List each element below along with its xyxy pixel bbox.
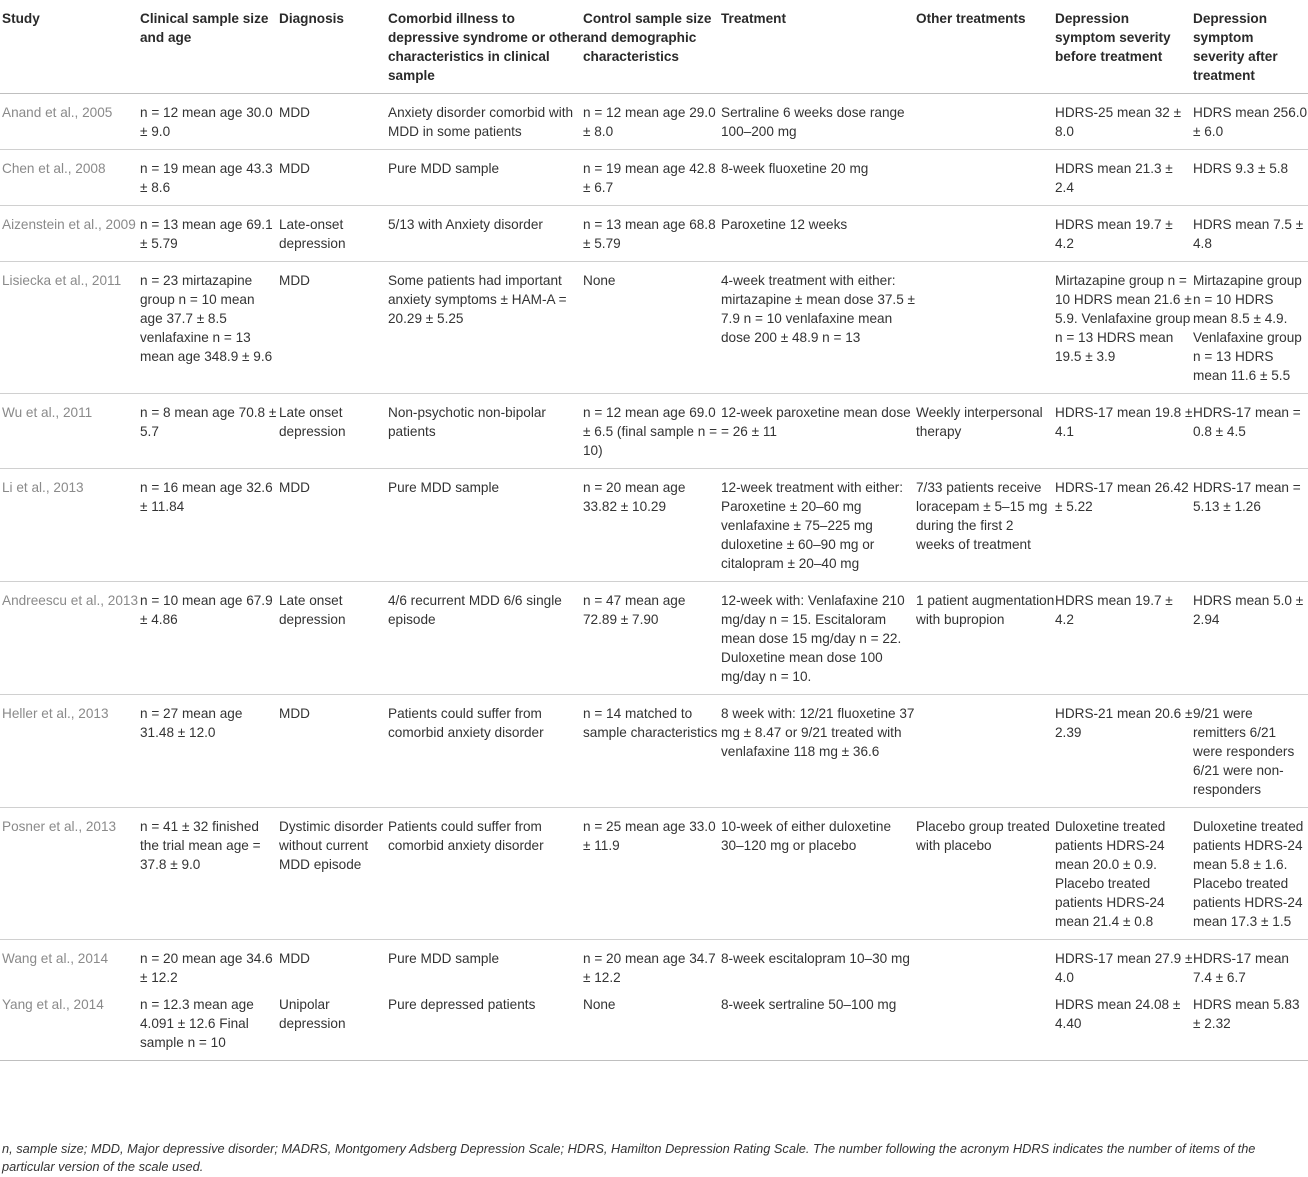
table-cell: n = 27 mean age 31.48 ± 12.0 xyxy=(140,706,243,740)
table-cell: HDRS-17 mean = 0.8 ± 4.5 xyxy=(1193,405,1301,439)
table-cell: MDD xyxy=(279,161,310,176)
table-row xyxy=(0,150,1308,206)
table-cell xyxy=(916,695,1055,808)
table-cell: Unipolar depression xyxy=(279,997,346,1031)
header-cell: Diagnosis xyxy=(279,11,344,26)
table-cell: Duloxetine treated patients HDRS-24 mean 5.8 ± 1.6. Placebo treated patients HDRS-24 mean 17.3 ± 1.5 xyxy=(1193,819,1304,929)
table-cell: Late onset depression xyxy=(279,593,346,627)
table-cell: HDRS mean 19.7 ± 4.2 xyxy=(1055,217,1173,251)
table-cell: None xyxy=(583,273,616,288)
table-cell xyxy=(916,150,1055,206)
table-cell: Anxiety disorder comorbid with MDD in some patients xyxy=(388,105,574,139)
table-cell: Patients could suffer from comorbid anxiety disorder xyxy=(388,706,544,740)
table-cell: 10-week of either duloxetine 30–120 mg or placebo xyxy=(721,819,892,853)
table-cell: 9/21 were remitters 6/21 were responders 6/21 were non-responders xyxy=(1193,706,1295,797)
header-cell: Depression symptom severity before treatment xyxy=(1055,11,1171,64)
table-cell: n = 16 mean age 32.6 ± 11.84 xyxy=(140,480,273,514)
table-footnote: n, sample size; MDD, Major depressive disorder; MADRS, Montgomery Adsberg Depression Scale; HDRS, Hamilton Depression Rating Scale. The number following the acronym HDRS indicates the number of items of the particular version of the scale used. xyxy=(2,1141,1256,1174)
study-cell: Chen et al., 2008 xyxy=(2,161,106,176)
table-cell: n = 13 mean age 69.1 ± 5.79 xyxy=(140,217,273,251)
table-row xyxy=(0,394,1308,469)
table-body xyxy=(0,94,1308,1061)
table-cell: HDRS mean 7.5 ± 4.8 xyxy=(1193,217,1304,251)
table-cell: HDRS-17 mean 7.4 ± 6.7 xyxy=(1193,951,1289,985)
table-cell: 12-week with: Venlafaxine 210 mg/day n = 15. Escitaloram mean dose 15 mg/day n = 22. Duloxetine mean dose 100 mg/day n = 10. xyxy=(721,593,905,684)
header-cell: Treatment xyxy=(721,11,786,26)
table-cell: Mirtazapine group n = 10 HDRS mean 8.5 ± 4.9. Venlafaxine group n = 13 HDRS mean 11.6 ± 5.5 xyxy=(1193,273,1302,383)
table-cell: Pure MDD sample xyxy=(388,161,500,176)
table-cell: Mirtazapine group n = 10 HDRS mean 21.6 ± 5.9. Venlafaxine group n = 13 HDRS mean 19.5 ± 3.9 xyxy=(1055,273,1192,364)
table-cell xyxy=(916,940,1055,992)
table-row xyxy=(0,582,1308,695)
table-cell: HDRS mean 256.0 ± 6.0 xyxy=(1193,105,1308,139)
table-cell xyxy=(916,206,1055,262)
table-row xyxy=(0,262,1308,394)
table-cell: 8-week fluoxetine 20 mg xyxy=(721,161,869,176)
table-cell: HDRS 9.3 ± 5.8 xyxy=(1193,161,1289,176)
header-cell: Clinical sample size and age xyxy=(140,11,269,45)
table-cell: 4/6 recurrent MDD 6/6 single episode xyxy=(388,593,562,627)
table-row xyxy=(0,808,1308,940)
table-cell: n = 19 mean age 42.8 ± 6.7 xyxy=(583,161,716,195)
table-cell: HDRS-17 mean 19.8 ± 4.1 xyxy=(1055,405,1193,439)
table-cell: Late onset depression xyxy=(279,405,346,439)
study-cell: Yang et al., 2014 xyxy=(2,997,104,1012)
table-cell: HDRS-25 mean 32 ± 8.0 xyxy=(1055,105,1182,139)
study-cell: Posner et al., 2013 xyxy=(2,819,117,834)
table-cell: 12-week treatment with either: Paroxetine ± 20–60 mg venlafaxine ± 75–225 mg duloxetine ± 60–90 mg or citalopram ± 20–40 mg xyxy=(721,480,904,571)
table-cell: n = 14 matched to sample characteristics xyxy=(583,706,718,740)
study-cell: Wang et al., 2014 xyxy=(2,951,109,966)
study-cell: Aizenstein et al., 2009 xyxy=(2,217,136,232)
table-cell: n = 12.3 mean age 4.091 ± 12.6 Final sample n = 10 xyxy=(140,997,254,1050)
table-cell: n = 19 mean age 43.3 ± 8.6 xyxy=(140,161,273,195)
table-cell: Dystimic disorder without current MDD episode xyxy=(279,819,384,872)
table-cell xyxy=(916,262,1055,394)
table-cell: 12-week paroxetine mean dose = 26 ± 11 xyxy=(721,405,911,439)
table-row xyxy=(0,991,1308,1061)
table-cell: 8-week escitalopram 10–30 mg xyxy=(721,951,910,966)
table-cell: Patients could suffer from comorbid anxiety disorder xyxy=(388,819,544,853)
study-cell: Wu et al., 2011 xyxy=(2,405,93,420)
table-cell: None xyxy=(583,997,616,1012)
table-cell: HDRS-21 mean 20.6 ± 2.39 xyxy=(1055,706,1193,740)
study-cell: Heller et al., 2013 xyxy=(2,706,109,721)
table-cell: HDRS mean 5.83 ± 2.32 xyxy=(1193,997,1300,1031)
table-cell: 8 week with: 12/21 fluoxetine 37 mg ± 8.47 or 9/21 treated with venlafaxine 118 mg ± 36.6 xyxy=(721,706,915,759)
table-row xyxy=(0,469,1308,582)
study-cell: Lisiecka et al., 2011 xyxy=(2,273,122,288)
table-cell: n = 13 mean age 68.8 ± 5.79 xyxy=(583,217,716,251)
table-cell: Some patients had important anxiety symptoms ± HAM-A = 20.29 ± 5.25 xyxy=(388,273,567,326)
table-cell: n = 10 mean age 67.9 ± 4.86 xyxy=(140,593,273,627)
table-cell: Weekly interpersonal therapy xyxy=(916,405,1043,439)
header-cell: Other treatments xyxy=(916,11,1026,26)
header-cell: Comorbid illness to depressive syndrome or other characteristics in clinical sample xyxy=(388,11,583,83)
table-cell: Pure MDD sample xyxy=(388,951,500,966)
table-cell xyxy=(916,94,1055,150)
table-cell: HDRS mean 5.0 ± 2.94 xyxy=(1193,593,1304,627)
table-cell: 5/13 with Anxiety disorder xyxy=(388,217,543,232)
header-cell: Control sample size and demographic characteristics xyxy=(583,11,712,64)
table-row xyxy=(0,940,1308,992)
header-cell: Depression symptom severity after treatment xyxy=(1193,11,1278,83)
table-row xyxy=(0,94,1308,150)
table-cell: Pure depressed patients xyxy=(388,997,536,1012)
study-cell: Li et al., 2013 xyxy=(2,480,84,495)
table-cell: Late-onset depression xyxy=(279,217,346,251)
table-row xyxy=(0,695,1308,808)
table-cell: Paroxetine 12 weeks xyxy=(721,217,848,232)
table-cell: n = 12 mean age 30.0 ± 9.0 xyxy=(140,105,273,139)
table-cell: n = 25 mean age 33.0 ± 11.9 xyxy=(583,819,716,853)
table-cell: n = 20 mean age 34.7 ± 12.2 xyxy=(583,951,716,985)
table-row xyxy=(0,206,1308,262)
table-cell: HDRS mean 19.7 ± 4.2 xyxy=(1055,593,1173,627)
table-cell: n = 12 mean age 29.0 ± 8.0 xyxy=(583,105,716,139)
table-cell: Pure MDD sample xyxy=(388,480,500,495)
table-cell: 1 patient augmentation with bupropion xyxy=(916,593,1055,627)
table-cell: HDRS-17 mean = 5.13 ± 1.26 xyxy=(1193,480,1301,514)
table-cell xyxy=(916,991,1055,1061)
table-cell: MDD xyxy=(279,105,310,120)
table-cell: n = 23 mirtazapine group n = 10 mean age 37.7 ± 8.5 venlafaxine n = 13 mean age 348.9 ± 9.6 xyxy=(140,273,273,364)
table-cell: n = 20 mean age 34.6 ± 12.2 xyxy=(140,951,273,985)
table-cell: HDRS-17 mean 26.42 ± 5.22 xyxy=(1055,480,1189,514)
table-cell: Placebo group treated with placebo xyxy=(916,819,1050,853)
table-cell: n = 8 mean age 70.8 ± 5.7 xyxy=(140,405,277,439)
table-cell: Duloxetine treated patients HDRS-24 mean 20.0 ± 0.9. Placebo treated patients HDRS-24 mean 21.4 ± 0.8 xyxy=(1055,819,1166,929)
header-cell: Study xyxy=(2,11,40,26)
table-cell: 7/33 patients receive loracepam ± 5–15 mg during the first 2 weeks of treatment xyxy=(916,480,1048,552)
table-cell: n = 12 mean age 69.0 ± 6.5 (final sample n = 10) xyxy=(583,405,718,458)
study-cell: Anand et al., 2005 xyxy=(2,105,113,120)
header-row xyxy=(0,0,1308,94)
table-cell: 8-week sertraline 50–100 mg xyxy=(721,997,897,1012)
table-cell: n = 20 mean age 33.82 ± 10.29 xyxy=(583,480,686,514)
table-cell: HDRS mean 24.08 ± 4.40 xyxy=(1055,997,1181,1031)
table-cell: Non-psychotic non-bipolar patients xyxy=(388,405,546,439)
study-cell: Andreescu et al., 2013 xyxy=(2,593,139,608)
table-cell: MDD xyxy=(279,273,310,288)
table-cell: HDRS mean 21.3 ± 2.4 xyxy=(1055,161,1173,195)
table-cell: MDD xyxy=(279,480,310,495)
table-cell: 4-week treatment with either: mirtazapine ± mean dose 37.5 ± 7.9 n = 10 venlafaxine mean dose 200 ± 48.9 n = 13 xyxy=(721,273,916,345)
table-cell: MDD xyxy=(279,706,310,721)
table-cell: HDRS-17 mean 27.9 ± 4.0 xyxy=(1055,951,1193,985)
table-cell: n = 41 ± 32 finished the trial mean age = 37.8 ± 9.0 xyxy=(140,819,261,872)
table-cell: n = 47 mean age 72.89 ± 7.90 xyxy=(583,593,686,627)
table-cell: Sertraline 6 weeks dose range 100–200 mg xyxy=(721,105,905,139)
table-cell: MDD xyxy=(279,951,310,966)
